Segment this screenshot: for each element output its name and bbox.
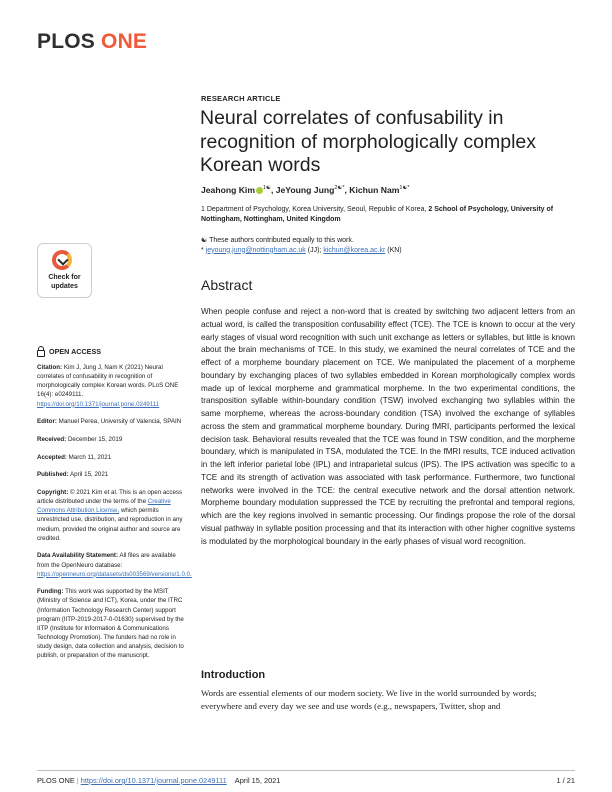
corresponding-author-icon: * bbox=[407, 185, 410, 192]
author-name: JeYoung Jung bbox=[275, 185, 335, 195]
email-suffix: (JJ); bbox=[307, 246, 322, 254]
copyright-label: Copyright: bbox=[37, 488, 69, 496]
citation-block bbox=[37, 363, 185, 409]
footer-date: April 15, 2021 bbox=[234, 776, 281, 785]
published-label: Published: bbox=[37, 471, 69, 479]
introduction-heading: Introduction bbox=[201, 669, 266, 681]
author-sup: 1☯ bbox=[262, 185, 271, 192]
orcid-icon[interactable] bbox=[256, 187, 263, 194]
footer-journal: PLOS ONE bbox=[37, 776, 75, 785]
page-footer: PLOS ONE | https://doi.org/10.1371/journal.pone.0249111 April 15, 2021 1 / 21 bbox=[37, 776, 575, 785]
email-link-2[interactable]: kichun@korea.ac.kr bbox=[323, 246, 386, 254]
received-block bbox=[37, 435, 185, 444]
open-access-label bbox=[37, 347, 185, 357]
badge-line-2: updates bbox=[51, 282, 78, 290]
introduction-text: Words are essential elements of our modern society. We live in the world surrounded by words; everywhere and every day we see and use words (e.g., newspapers, Twitter, shop and bbox=[201, 688, 537, 712]
editor-label: Editor: bbox=[37, 418, 57, 426]
author-sup: 1☯ bbox=[399, 185, 408, 192]
received-label: Received: bbox=[37, 435, 67, 443]
citation-text: Kim J, Jung J, Nam K (2021) Neural correlates of confusability in recognition of morphologically complex Korean words. PLoS ONE 16(4): e0249111. bbox=[37, 364, 179, 399]
open-lock-icon bbox=[37, 350, 45, 357]
affiliation-1: 1 Department of Psychology, Korea University, Seoul, Republic of Korea, bbox=[201, 206, 427, 213]
openneuro-link[interactable]: https://openneuro.org/datasets/ds003569/versions/1.0.0. bbox=[37, 570, 192, 578]
page-number: 1 / 21 bbox=[556, 776, 575, 785]
logo-plos: PLOS bbox=[37, 30, 95, 53]
abstract-heading: Abstract bbox=[201, 277, 253, 293]
logo-one: ONE bbox=[101, 30, 148, 53]
equal-contribution-note: ☯ These authors contributed equally to this work. bbox=[201, 237, 354, 244]
published-date: April 15, 2021 bbox=[70, 471, 109, 479]
citation-label: Citation: bbox=[37, 364, 63, 371]
accepted-block bbox=[37, 453, 185, 462]
affiliations bbox=[201, 205, 581, 225]
data-availability-text: All files are available from the OpenNeuro database: bbox=[37, 552, 176, 569]
open-access-text: OPEN ACCESS bbox=[49, 347, 102, 357]
author-name: Kichun Nam bbox=[349, 185, 400, 195]
author-sup: 2☯ bbox=[334, 185, 343, 192]
badge-line-1: Check for bbox=[48, 274, 81, 281]
correspondence: * jeyoung.jung@nottingham.ac.uk (JJ); kichun@korea.ac.kr (KN) bbox=[201, 246, 402, 254]
check-updates-icon bbox=[52, 250, 72, 270]
copyright-block bbox=[37, 488, 185, 543]
article-type: RESEARCH ARTICLE bbox=[201, 94, 281, 103]
email-link-1[interactable]: jeyoung.jung@nottingham.ac.uk bbox=[205, 246, 306, 254]
funding-text: This work was supported by the MSIT (Ministry of Science and ICT), Korea, under the ITRC (Information Technology Research Center) support program (IITP-2019-2017-0-01630) supervised by the IITP (Institute for Information & Communications Technology Promotion). The funders had no role in study design, data collection and analysis, decision to publish, or preparation of the manuscript. bbox=[37, 588, 184, 660]
editor-block bbox=[37, 417, 185, 426]
journal-logo bbox=[37, 30, 147, 54]
accepted-date: March 11, 2021 bbox=[68, 453, 112, 461]
funding-label: Funding: bbox=[37, 588, 64, 596]
footer-doi-link[interactable]: https://doi.org/10.1371/journal.pone.0249111 bbox=[80, 776, 227, 785]
article-info-sidebar bbox=[37, 347, 192, 669]
license-link[interactable]: Creative Commons Attribution License, bbox=[37, 498, 171, 515]
editor-text: Manuel Perea, University of Valencia, SPAIN bbox=[58, 418, 182, 426]
citation-doi-link[interactable]: https://doi.org/10.1371/journal.pone.0249111 bbox=[37, 400, 160, 408]
author-list: Jeahong Kim $^{1☯}$, JeYoung Jung$^{2☯*}$, Kichun Nam$^{1☯*}$ bbox=[201, 185, 410, 195]
corresponding-author-icon: * bbox=[342, 185, 345, 192]
copyright-text-continued: which permits unrestricted use, distribution, and reproduction in any medium, provided the original author and source are credited. bbox=[37, 507, 183, 542]
check-for-updates-badge[interactable] bbox=[37, 243, 92, 298]
email-suffix: (KN) bbox=[387, 246, 402, 254]
funding-block bbox=[37, 587, 185, 660]
article-title: Neural correlates of confusability in recognition of morphologically complex Korean words bbox=[200, 107, 537, 176]
received-date: December 15, 2019 bbox=[67, 435, 123, 443]
footer-divider bbox=[37, 770, 575, 771]
abstract-text: When people confuse and reject a non-word that is created by switching two adjacent letters from an actual word, is called the transposition confusability effect (TCE). The TCE is known to occur at the very early stages of visual word recognition with such unit exchange as letters or syllables, but little is known about the brain mechanisms of TCE. In this study, we examined the neural correlates of TCE and the effect of a morpheme boundary placement on TCE. We manipulated the placement of a morpheme boundary by exchanging places of two syllables embedded in Korean morphologically complex words made up of lexical morpheme and grammatical morpheme. In the two experimental conditions, the transposition syllable within-boundary condition (TSW) involved exchanging two syllables within the same morpheme, whereas the across-boundary condition (TSA) involved the exchange of syllables across the stem and grammatical morpheme boundary. During fMRI, participants performed the lexical decision task. Behavioral results revealed that the TCE was found in TSW condition, and the morpheme boundary, which is manipulated in TSA, modulated the TCE. In the fMRI results, TCE induced activation in the left inferior parietal lobe (IPL) and intraparietal sulcus (IPS). The IPS activation was specific to a TCE and its strength of activation was associated with task performance. Furthermore, two functional networks were involved in the TCE: the central executive network and the dorsal attention network. Morpheme boundary modulation suppressed the TCE by recruiting the prefrontal and temporal regions, which are the key regions involved in semantic processing. Our findings propose the role of the dorsal visual pathway in syllable position processing and that its interaction with other higher cognitive systems is modulated by the morphological boundary in the early phases of visual word recognition. bbox=[201, 307, 575, 546]
accepted-label: Accepted: bbox=[37, 453, 67, 461]
data-availability-label: Data Availability Statement: bbox=[37, 552, 119, 560]
data-availability-block bbox=[37, 551, 192, 578]
author-name: Jeahong Kim bbox=[201, 185, 255, 195]
affiliation-2: 2 School of Psychology, University of Nottingham, Nottingham, United Kingdom bbox=[201, 206, 554, 223]
published-block bbox=[37, 470, 185, 479]
copyright-text: © 2021 Kim et al. This is an open access article distributed under the terms of the bbox=[37, 488, 183, 506]
author-notes bbox=[201, 236, 581, 255]
